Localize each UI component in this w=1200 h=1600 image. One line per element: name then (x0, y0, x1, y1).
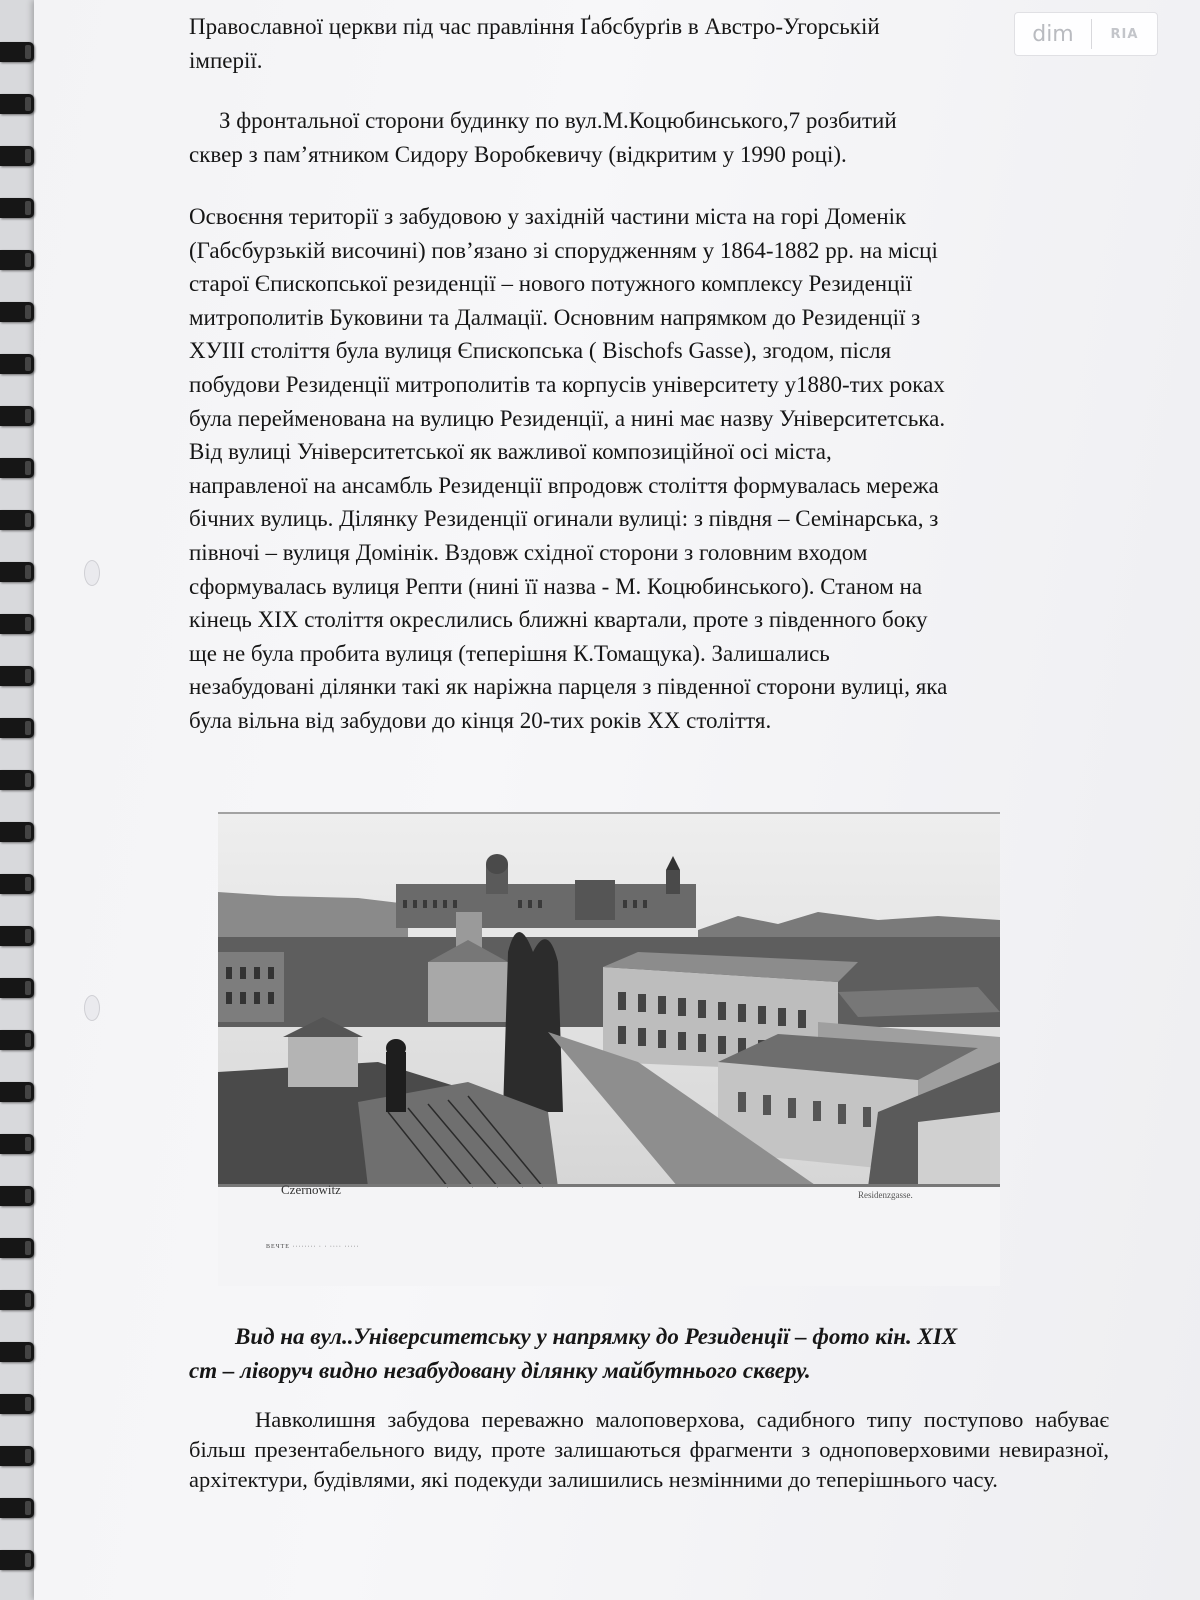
text-line: старої Єпископської резиденції – нового потужного комплексу Резиденції (189, 271, 913, 297)
binding-ring (0, 1082, 34, 1102)
text-line: сформувалась вулиця Репти (нині її назва - М. Коцюбинського). Станом на (189, 573, 923, 599)
binding-ring (0, 458, 34, 478)
figure-caption (189, 1320, 1119, 1388)
text-line: Освоєння території з забудовою у західній частини міста на горі Доменік (189, 204, 907, 229)
watermark-ria-text: RIA (1110, 26, 1139, 42)
binding-ring (0, 874, 34, 894)
binding-ring (0, 1498, 34, 1518)
binding-ring (0, 1394, 34, 1414)
paragraph-text: Навколишня забудова переважно малоповерхова, садибного типу поступово набуває більш презентабельного виду, проте залишаються фрагменти з одноповерховими невиразної, архітектури, будівлями, які подекуди залишились незмінними до теперішнього часу. (189, 1407, 1109, 1492)
binding-ring (0, 406, 34, 426)
binding-ring (0, 770, 34, 790)
binding-ring (0, 1290, 34, 1310)
text-line: кінець ХІХ століття окреслились ближні квартали, проте з південного боку (189, 607, 928, 633)
paragraph-surroundings (189, 1405, 1109, 1495)
binding-ring (0, 822, 34, 842)
paragraph-square (189, 104, 1114, 171)
text-line: направленої на ансамбль Резиденції впродовж століття формувалась мережа (189, 472, 939, 498)
text-line: була перейменована на вулицю Резиденції, а нині має назву Університетська. (189, 405, 946, 431)
binding-ring (0, 1238, 34, 1258)
spiral-binding (0, 0, 40, 1600)
text-line: незабудовані ділянки такі як наріжна парцеля з південної сторони вулиці, яка (189, 674, 948, 700)
punch-hole (84, 995, 100, 1021)
binding-ring (0, 666, 34, 686)
text-line: побудови Резиденції митрополитів та корпусів університету у1880-тих роках (189, 371, 945, 397)
binding-ring (0, 510, 34, 530)
binding-ring (0, 614, 34, 634)
binding-ring (0, 198, 34, 218)
binding-ring (0, 1446, 34, 1466)
text-line: Православної церкви під час правління Ґабсбурґів в Австро-Угорській (189, 14, 880, 39)
binding-ring (0, 1186, 34, 1206)
text-line: імперії. (189, 47, 263, 73)
text-line: сквер з пам’ятником Сидору Воробкевичу (відкритим у 1990 році). (189, 141, 847, 167)
binding-ring (0, 1134, 34, 1154)
binding-ring (0, 146, 34, 166)
text-line: ХУІІІ століття була вулиця Єпископська ( Bischofs Gasse), згодом, після (189, 338, 892, 364)
binding-ring (0, 94, 34, 114)
historic-photo (218, 812, 1000, 1286)
binding-ring (0, 250, 34, 270)
binding-ring (0, 1030, 34, 1050)
paragraph-continuation (189, 10, 1114, 77)
watermark-logo (1014, 12, 1158, 56)
binding-ring (0, 718, 34, 738)
photo-label-small: ВЕЧТЕ ········ · · ···· ····· (266, 1244, 360, 1250)
text-line: була вільна від забудови до кінця 20-тих років ХХ століття. (189, 707, 772, 733)
text-line: З фронтальної сторони будинку по вул.М.Коцюбинського,7 розбитий (219, 108, 897, 133)
watermark-dim-text: dim (1032, 21, 1074, 47)
city-view-illustration (218, 812, 1000, 1286)
binding-ring (0, 926, 34, 946)
text-line: бічних вулиць. Ділянку Резиденції огинали вулиці: з півдня – Семінарська, з (189, 506, 939, 532)
caption-line: Вид на вул..Університетську у напрямку до Резиденції – фото кін. ХІХ (235, 1324, 958, 1349)
text-line: Від вулиці Університетської як важливої композиційної осі міста, (189, 439, 832, 465)
binding-ring (0, 562, 34, 582)
binding-ring (0, 302, 34, 322)
text-line: півночі – вулиця Домінік. Вздовж східної сторони з головним входом (189, 539, 868, 565)
text-line: митрополитів Буковини та Далмації. Основним напрямком до Резиденції з (189, 304, 921, 330)
binding-ring (0, 978, 34, 998)
binding-ring (0, 42, 34, 62)
document-page (34, 0, 1200, 1600)
photo-label-left: Czernowitz (281, 1182, 341, 1197)
paragraph-history (189, 200, 1114, 738)
punch-hole (84, 560, 100, 586)
binding-ring (0, 1342, 34, 1362)
photo-label-right: Residenzgasse. (858, 1190, 913, 1200)
binding-ring (0, 1550, 34, 1570)
text-line: (Габсбурзькій височині) пов’язано зі спорудженням у 1864-1882 рр. на місці (189, 237, 938, 263)
text-line: ще не була пробита вулиця (теперішня К.Томащука). Залишались (189, 640, 830, 666)
binding-ring (0, 354, 34, 374)
caption-line: ст – ліворуч видно незабудовану ділянку майбутнього скверу. (189, 1358, 811, 1383)
